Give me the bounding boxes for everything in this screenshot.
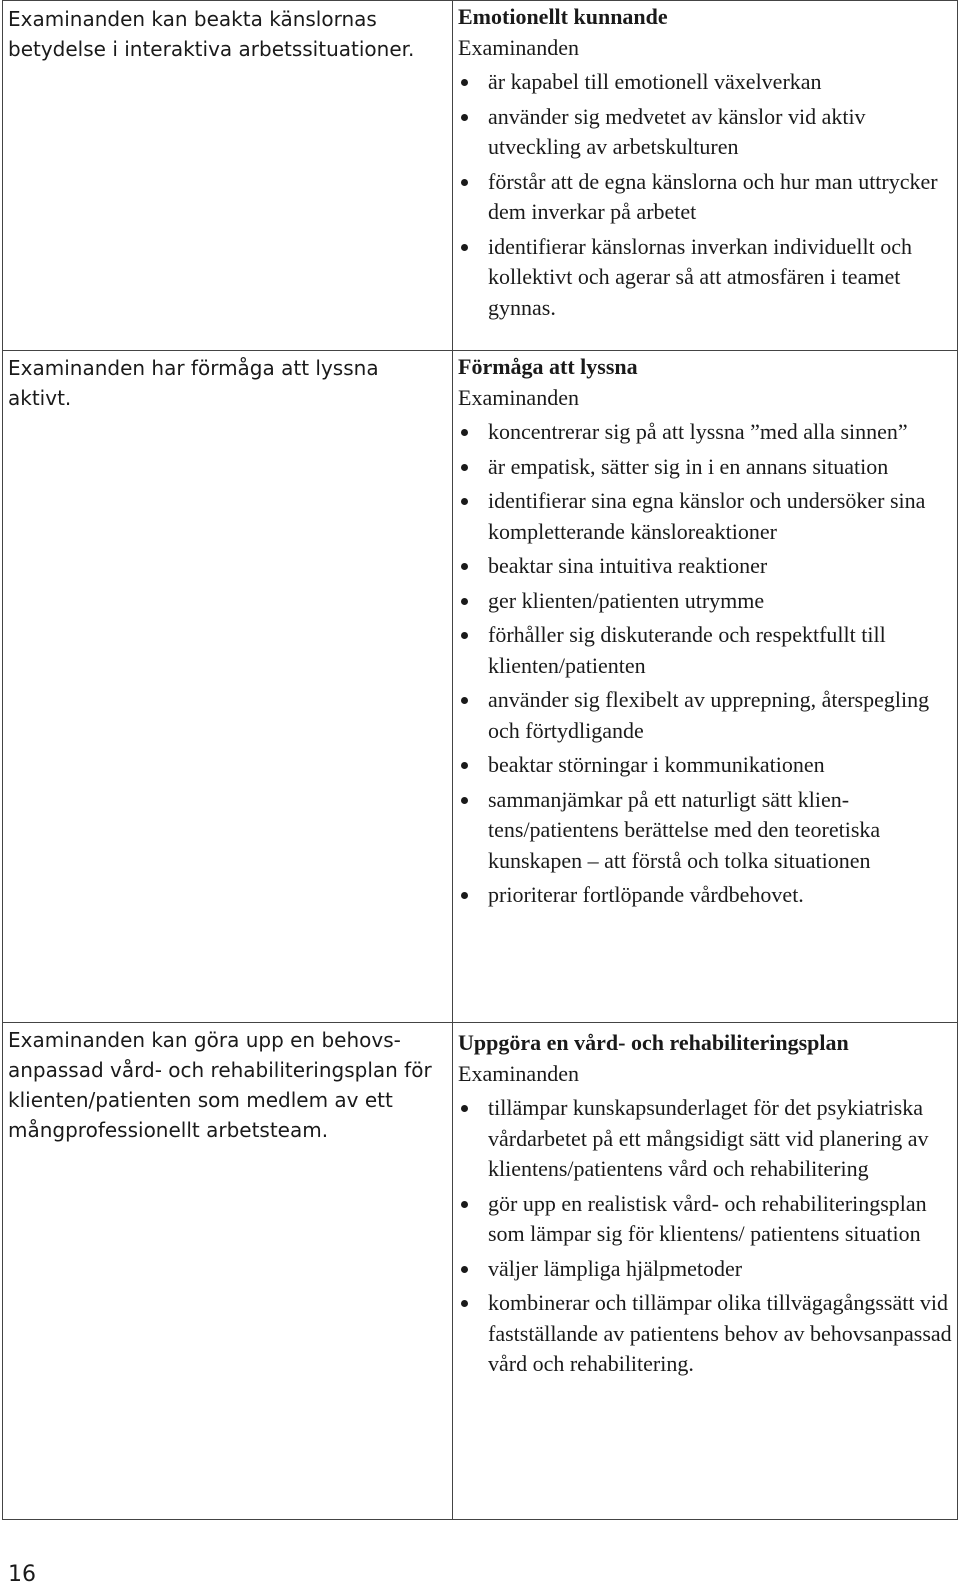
list-item: förstår att de egna känslorna och hur man uttrycker dem inverkar på arbetet bbox=[458, 167, 953, 228]
bullet-icon bbox=[461, 697, 468, 704]
bullet-icon bbox=[461, 79, 468, 86]
section-heading: Förmåga att lyssna bbox=[458, 354, 638, 379]
bullet-icon bbox=[461, 632, 468, 639]
bullet-icon bbox=[461, 563, 468, 570]
bullet-icon bbox=[461, 244, 468, 251]
list-item: väljer lämpliga hjälpmetoder bbox=[458, 1254, 953, 1285]
bullet-icon bbox=[461, 1300, 468, 1307]
column-divider bbox=[452, 1, 453, 1519]
bullet-icon bbox=[461, 429, 468, 436]
list-item: förhåller sig diskuterande och respektfullt till klienten/patienten bbox=[458, 620, 953, 681]
list-item: beaktar störningar i kommunikationen bbox=[458, 750, 953, 781]
list-item: tillämpar kunskapsunderlaget för det psykiatriska vårdarbetet på ett mångsidigt sätt vid planering av klientens/patientens vård och rehabilitering bbox=[458, 1093, 953, 1185]
bullet-icon bbox=[461, 464, 468, 471]
criterion-text: Examinanden kan göra upp en behovsanpassad vård- och rehabiliteringsplan för klienten/patienten som medlem av ett mångprofessionellt arbetsteam. bbox=[8, 1028, 432, 1142]
list-item: ger klienten/patienten utrymme bbox=[458, 586, 953, 617]
bullet-icon bbox=[461, 892, 468, 899]
bullet-icon bbox=[461, 1105, 468, 1112]
bullet-icon bbox=[461, 598, 468, 605]
page-number: 16 bbox=[8, 1562, 36, 1587]
list-item: är kapabel till emotionell växelverkan bbox=[458, 67, 953, 98]
bullet-icon bbox=[461, 498, 468, 505]
list-item: gör upp en realistisk vård- och rehabiliteringsplan som lämpar sig för klientens/ patientens situation bbox=[458, 1189, 953, 1250]
criterion-detail bbox=[458, 1028, 953, 1384]
bullet-list bbox=[458, 67, 953, 323]
section-heading: Uppgöra en vård- och rehabiliteringsplan bbox=[458, 1030, 849, 1055]
criterion-detail bbox=[458, 2, 953, 327]
bullet-list bbox=[458, 1093, 953, 1380]
row-divider bbox=[3, 1022, 957, 1023]
bullet-icon bbox=[461, 179, 468, 186]
section-subject: Examinanden bbox=[458, 1060, 579, 1086]
bullet-icon bbox=[461, 797, 468, 804]
section-subject: Examinanden bbox=[458, 34, 579, 60]
list-item: använder sig medvetet av känslor vid aktiv utveckling av arbetskulturen bbox=[458, 102, 953, 163]
list-item: sammanjämkar på ett naturligt sätt klientens/patientens berättelse med den teoretiska kunskapen – att förstå och tolka situationen bbox=[458, 785, 953, 877]
bullet-icon bbox=[461, 762, 468, 769]
list-item: identifierar sina egna känslor och undersöker sina kompletterande känsloreaktioner bbox=[458, 486, 953, 547]
bullet-icon bbox=[461, 114, 468, 121]
list-item: koncentrerar sig på att lyssna ”med alla sinnen” bbox=[458, 417, 953, 448]
criterion-text: Examinanden kan beakta känslornas betydelse i interaktiva arbetssituationer. bbox=[8, 7, 415, 61]
criterion-text: Examinanden har förmåga att lyssna aktivt. bbox=[8, 356, 379, 410]
row-divider bbox=[3, 350, 957, 351]
list-item: prioriterar fortlöpande vårdbehovet. bbox=[458, 880, 953, 911]
criterion-detail bbox=[458, 352, 953, 915]
bullet-list bbox=[458, 417, 953, 911]
list-item: beaktar sina intuitiva reaktioner bbox=[458, 551, 953, 582]
list-item: är empatisk, sätter sig in i en annans situation bbox=[458, 452, 953, 483]
section-subject: Examinanden bbox=[458, 384, 579, 410]
list-item: identifierar känslornas inverkan individuellt och kollektivt och agerar så att atmosfären i teamet gynnas. bbox=[458, 232, 953, 324]
bullet-icon bbox=[461, 1266, 468, 1273]
section-heading: Emotionellt kunnande bbox=[458, 4, 668, 29]
list-item: använder sig flexibelt av upprepning, återspegling och förtydligande bbox=[458, 685, 953, 746]
list-item: kombinerar och tillämpar olika tillvägagångssätt vid fastställande av patientens behov av behovsanpassad vård och rehabilitering. bbox=[458, 1288, 953, 1380]
bullet-icon bbox=[461, 1201, 468, 1208]
